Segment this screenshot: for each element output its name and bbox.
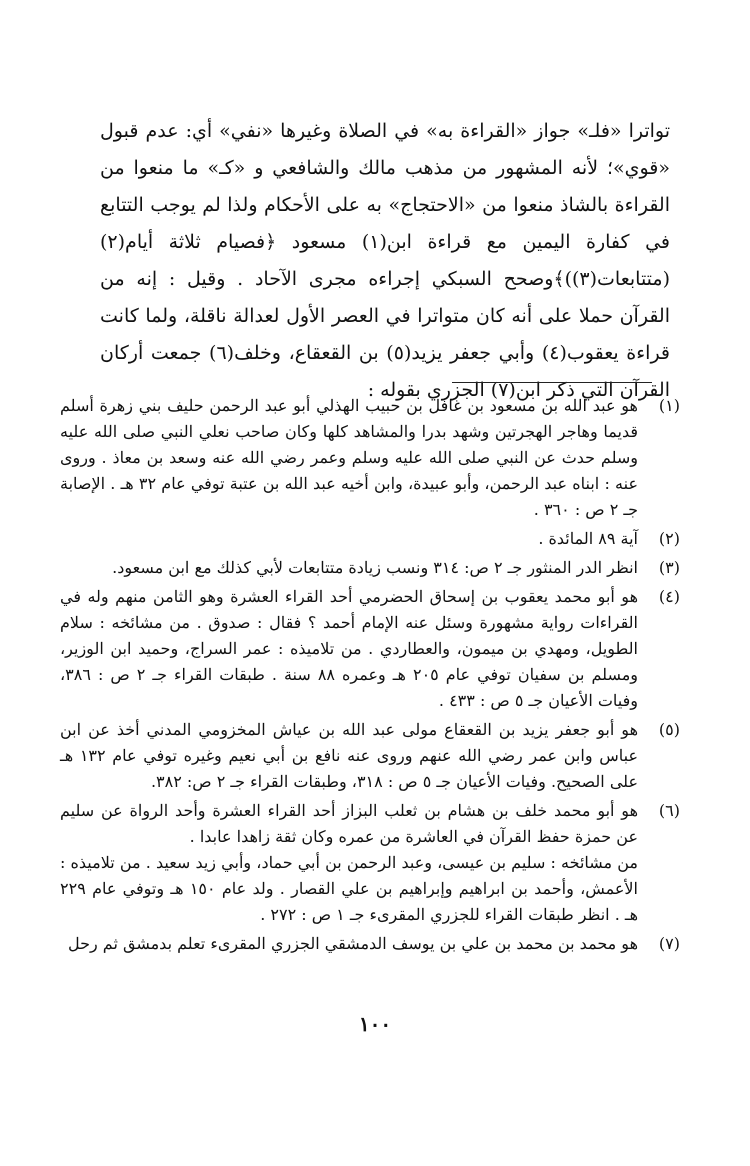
main-paragraph: تواترا «فلـ» جواز «القراءة به» في الصلاة وغيرها «نفي» أي: عدم قبول «قوي»؛ لأنه المشهور من مذهب مالك والشافعي و «كـ» ما منعوا من القراءة بالشاذ منعوا من «الاحتجاج» به على الأحكام ولذا لم يوجب التتابع في كفارة اليمين مع قراءة ابن(١) مسعود ﴿فصيام ثلاثة أيام(٢) (متتابعات(٣))﴾وصحح السبكي إجراءه مجرى الآحاد . وقيل : إنه من القرآن حملا على أنه كان متواترا في العصر الأول لعدالة ناقلة، ولما كانت قراءة يعقوب(٤) وأبي جعفر يزيد(٥) بن القعقاع، وخلف(٦) جمعت أركان القرآن التي ذكر ابن(٧) الجزري بقوله : [100, 120, 671, 401]
footnote-text: هو أبو محمد يعقوب بن إسحاق الحضرمي أحد القراء العشرة وهو الثامن منهم وله في القراءات رواية مشهورة وسئل عنه الإمام أحمد ؟ فقال : صدوق . من مشائخه : سلام الطويل، ومهدي بن ميمون، والعطاردي . من تلاميذه : عمر السراج، وحميد ابن الوزير، ومسلم بن سفيان توفي عام ٢٠٥ هـ وعمره ٨٨ سنة . طبقات القراء جـ ٢ ص : ٣٨٦، وفيات الأعيان جـ ٥ ص : ٤٣٣ . [60, 587, 639, 710]
footnote-number: (١) [658, 396, 680, 415]
footnote-text: من مشائخه : سليم بن عيسى، وعبد الرحمن بن أبي حماد، وأبي زيد سعيد . من تلاميذه : الأعمش، وأحمد بن ابراهيم وإبراهيم بن علي القصار . ولد عام ١٥٠ هـ وتوفي عام ٢٢٩ هـ . انظر طبقات القراء للجزري المقرىء جـ ١ ص : ٢٧٢ . [60, 853, 639, 924]
footnote-number: (٢) [658, 529, 680, 548]
footnote-5 [60, 717, 680, 795]
main-text [100, 113, 670, 409]
footnote-2 [60, 526, 680, 552]
footnote-4 [60, 584, 680, 714]
footnote-number: (٦) [658, 801, 680, 820]
footnote-3 [60, 555, 680, 581]
footnote-number: (٧) [658, 934, 680, 953]
footnote-divider [452, 382, 652, 383]
footnote-text: هو أبو محمد خلف بن هشام بن ثعلب البزاز أحد القراء العشرة وأحد الرواة عن سليم عن حمزة حفظ القرآن في العاشرة من عمره وكان ثقة زاهدا عابدا . [60, 801, 639, 846]
footnote-body [60, 717, 638, 795]
page-number: ١٠٠ [358, 1012, 392, 1036]
footnote-number: (٣) [658, 558, 680, 577]
footnote-text: آية ٨٩ المائدة . [538, 529, 638, 548]
footnote-body [60, 931, 638, 957]
footnote-7 [60, 931, 680, 957]
footnote-text: انظر الدر المنثور جـ ٢ ص: ٣١٤ ونسب زيادة متتابعات لأبي كذلك مع ابن مسعود. [112, 558, 638, 577]
footnote-body [60, 584, 638, 714]
footnote-body [60, 555, 638, 581]
footnote-text: هو أبو جعفر يزيد بن القعقاع مولى عبد الله بن عياش المخزومي المدني أخذ عن ابن عباس وابن عمر رضي الله عنهم وروى عنه نافع بن أبي نعيم وغيره توفي عام ١٣٢ هـ على الصحيح. وفيات الأعيان جـ ٥ ص : ٣١٨، وطبقات القراء جـ ٢ ص: ٣٨٢. [60, 720, 639, 791]
footnote-text: هو محمد بن محمد بن علي بن يوسف الدمشقي الجزري المقرىء تعلم بدمشق ثم رحل [67, 934, 638, 953]
footnote-body [60, 798, 638, 928]
footnote-number: (٥) [658, 720, 680, 739]
footnote-number: (٤) [658, 587, 680, 606]
footnote-body [60, 526, 638, 552]
footnote-6 [60, 798, 680, 928]
footnote-text: هو عبد الله بن مسعود بن غافل بن حبيب الهذلي أبو عبد الرحمن حليف بني زهرة أسلم قديما وهاجر الهجرتين وشهد بدرا والمشاهد كلها وكان صاحب نعلي النبي صلى الله عليه وسلم حدث عن النبي صلى الله عليه وسلم وعمر رضي الله عنه وسعد بن معاذ . وروى عنه : ابناه عبد الرحمن، وأبو عبيدة، وابن أخيه عبد الله بن عتبة توفي عام ٣٢ هـ . الإصابة جـ ٢ ص : ٣٦٠ . [60, 396, 638, 519]
footnote-1 [60, 393, 680, 523]
footnotes [60, 393, 680, 960]
footnote-body [60, 393, 638, 523]
